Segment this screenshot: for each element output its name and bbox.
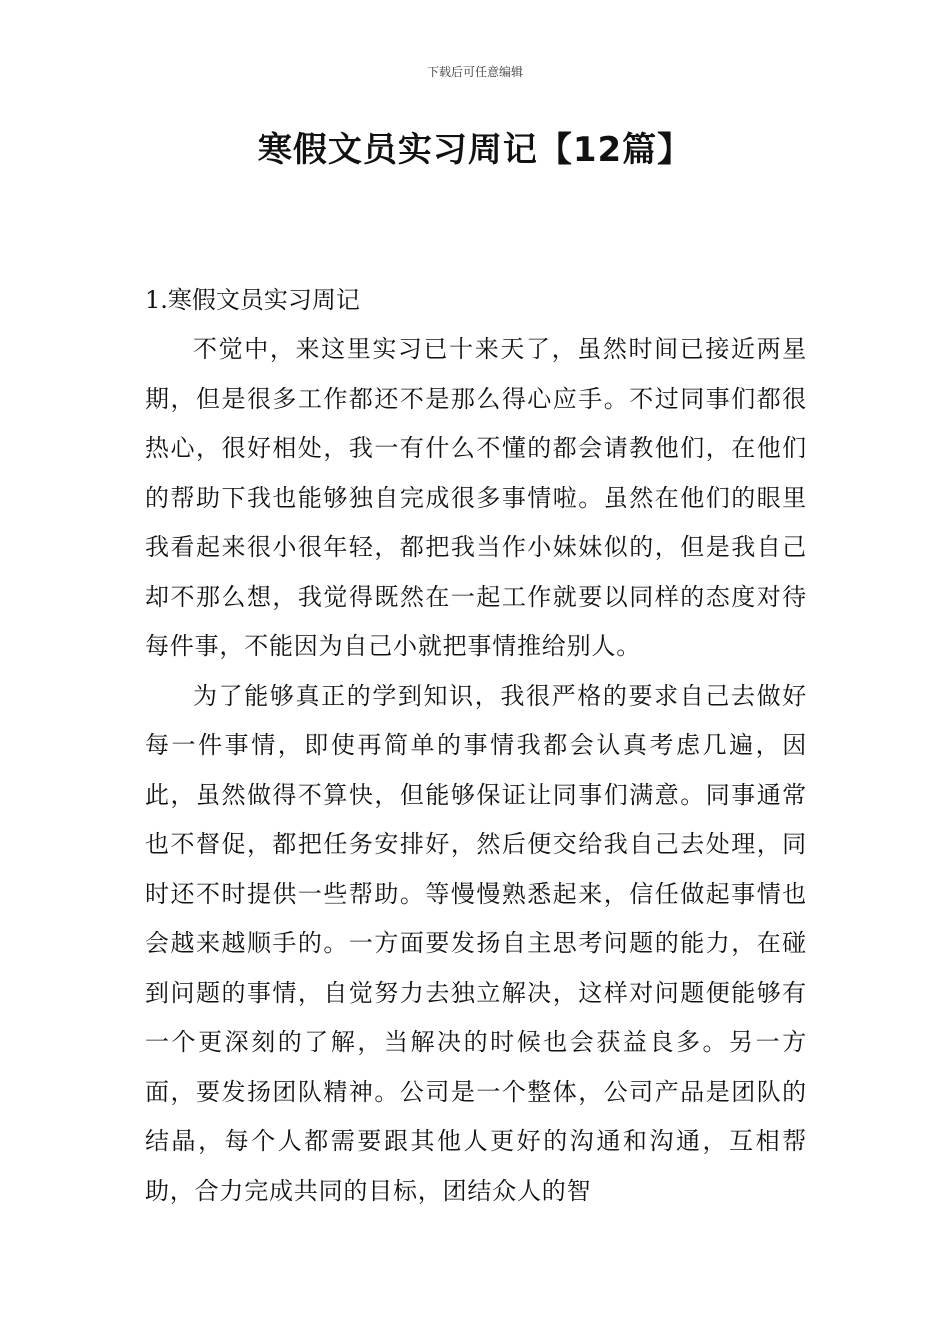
document-title: 寒假文员实习周记【12篇】 xyxy=(257,130,693,170)
section-heading: 1.寒假文员实习周记 xyxy=(145,286,360,314)
paragraph-2: 为了能够真正的学到知识，我很严格的要求自己去做好每一件事情，即使再简单的事情我都会认真考虑几遍，因此，虽然做得不算快，但能够保证让同事们满意。同事通常也不督促，都把任务安排好，然后便交给我自己去处理，同时还不时提供一些帮助。等慢慢熟悉起来，信任做起事情也会越来越顺手的。一方面要发扬自主思考问题的能力，在碰到问题的事情，自觉努力去独立解决，这样对问题便能够有一个更深刻的了解，当解决的时候也会获益良多。另一方面，要发扬团队精神。公司是一个整体，公司产品是团队的结晶，每个人都需要跟其他人更好的沟通和沟通，互相帮助，合力完成共同的目标，团结众人的智 xyxy=(145,681,807,1205)
header-note: 下载后可任意编辑 xyxy=(426,65,523,79)
document-body xyxy=(145,276,807,1216)
paragraph-1: 不觉中，来这里实习已十来天了，虽然时间已接近两星期，但是很多工作都还不是那么得心应手。不过同事们都很热心，很好相处，我一有什么不懂的都会请教他们，在他们的帮助下我也能够独自完成很多事情啦。虽然在他们的眼里我看起来很小很年轻，都把我当作小妹妹似的，但是我自己却不那么想，我觉得既然在一起工作就要以同样的态度对待每件事，不能因为自己小就把事情推给别人。 xyxy=(145,335,807,660)
